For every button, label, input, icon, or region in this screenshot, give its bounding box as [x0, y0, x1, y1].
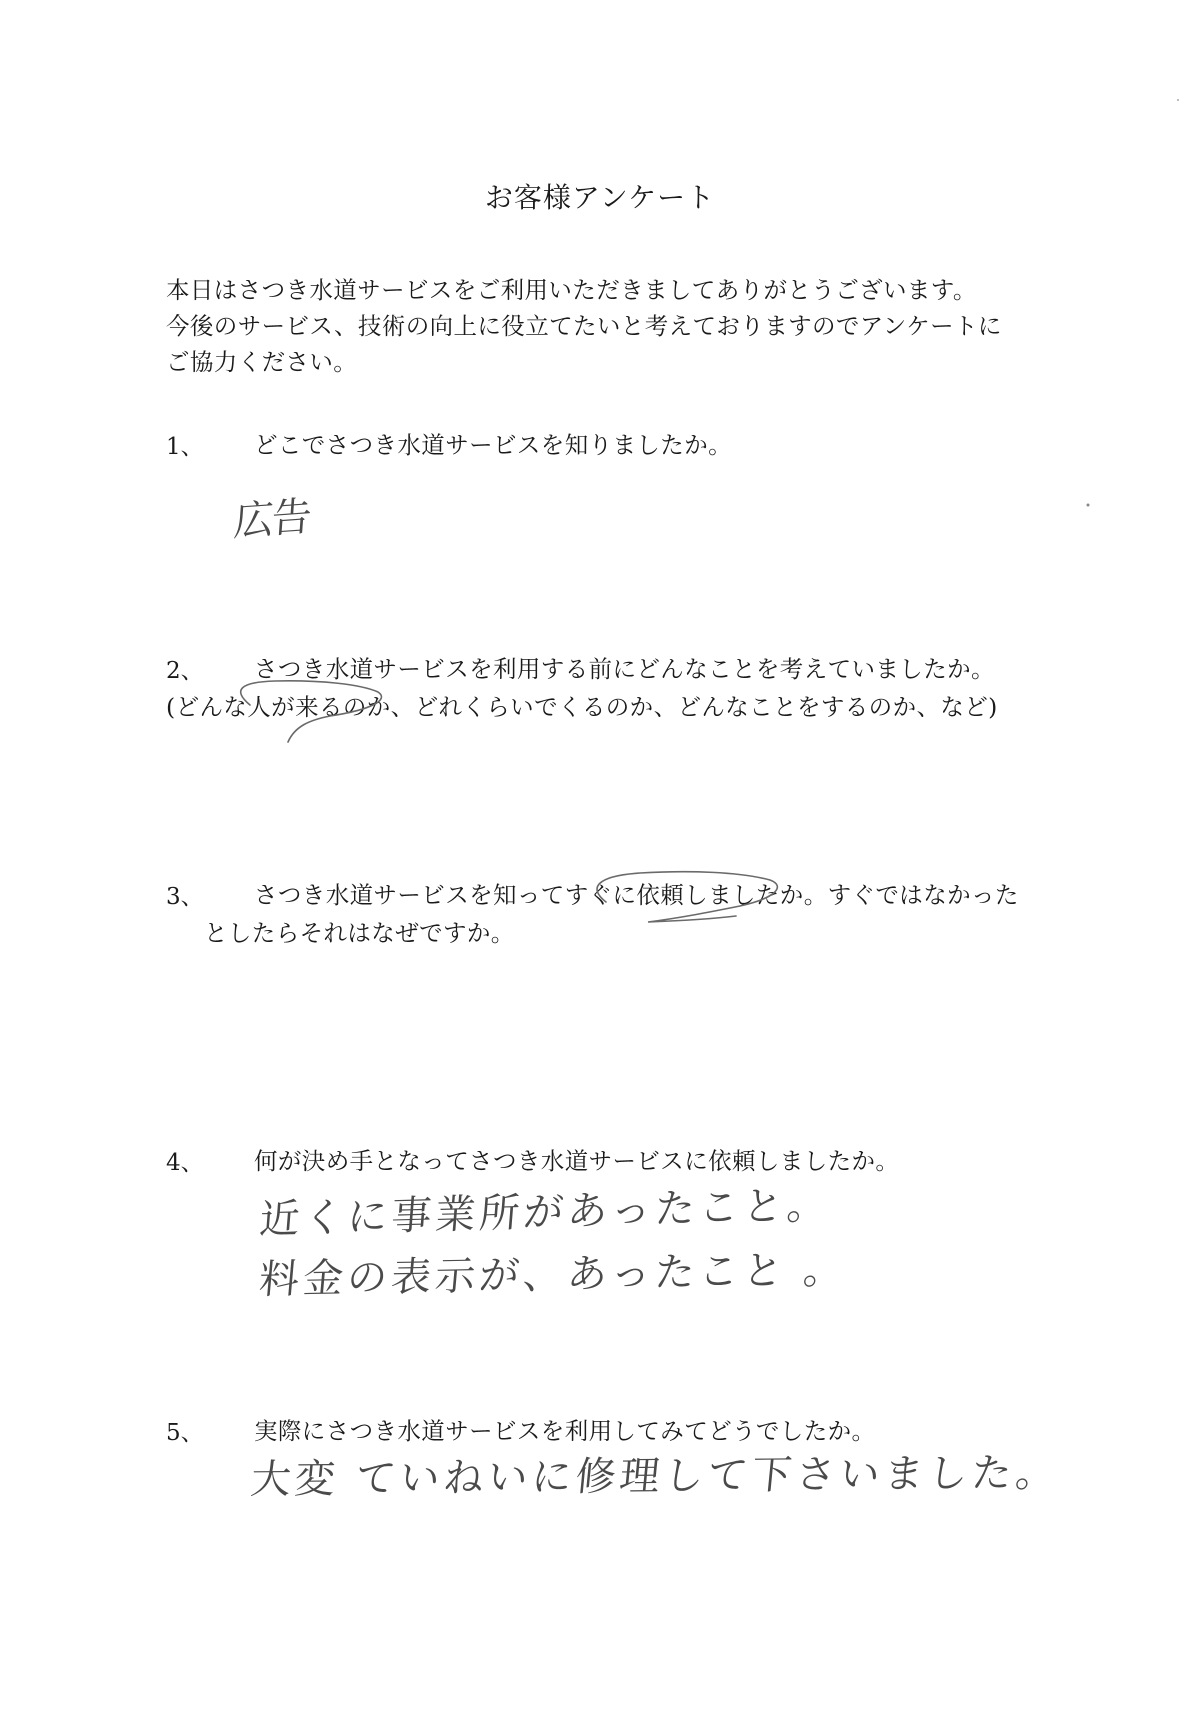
- question-5-handwritten-answer: 大変 ていねいに修理して下さいました。: [248, 1449, 1062, 1504]
- question-1-handwritten-answer: 広告: [232, 493, 312, 546]
- question-4-handwritten-answer: 近くに事業所があったこと。: [257, 1182, 833, 1244]
- question-4-handwritten-answer: 料金の表示が、あったこと 。: [257, 1246, 850, 1304]
- intro-paragraph: [166, 272, 1002, 380]
- question-4-text: 何が決め手となってさつき水道サービスに依頼しましたか。: [254, 1147, 900, 1175]
- page-title: お客様アンケート: [484, 181, 716, 214]
- question-2-number: 2、: [166, 658, 204, 684]
- question-4-number: 4、: [166, 1150, 204, 1176]
- question-1-text: どこでさつき水道サービスを知りましたか。: [254, 431, 732, 459]
- question-3-text: さつき水道サービスを知ってすぐに依頼しましたか。すぐではなかった: [254, 881, 1019, 909]
- question-3-number: 3、: [166, 884, 204, 910]
- question-3-subtext: としたらそれはなぜですか。: [204, 919, 515, 947]
- intro-line: ご協力ください。: [166, 348, 358, 376]
- scan-speck: [1177, 99, 1179, 101]
- intro-line: 本日はさつき水道サービスをご利用いただきましてありがとうございます。: [166, 276, 977, 304]
- question-5-text: 実際にさつき水道サービスを利用してみてどうでしたか。: [254, 1417, 876, 1445]
- question-2-subtext: (どんな人が来るのか、どれくらいでくるのか、どんなことをするのか、など): [166, 693, 998, 721]
- scan-speck: [1087, 504, 1090, 507]
- question-2-text: さつき水道サービスを利用する前にどんなことを考えていましたか。: [254, 655, 995, 683]
- question-1-number: 1、: [166, 434, 204, 460]
- question-5-number: 5、: [166, 1420, 204, 1446]
- intro-line: 今後のサービス、技術の向上に役立てたいと考えておりますのでアンケートに: [166, 312, 1002, 340]
